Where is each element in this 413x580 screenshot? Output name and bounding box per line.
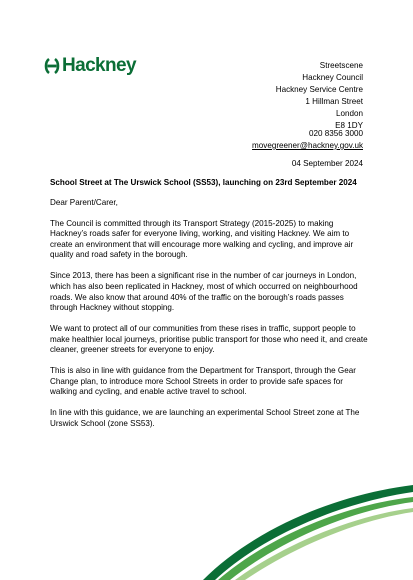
address-line: Hackney Council	[302, 73, 363, 82]
salutation: Dear Parent/Carer,	[50, 197, 118, 207]
letter-date: 04 September 2024	[291, 159, 363, 168]
address-line: Hackney Service Centre	[275, 85, 363, 94]
address-line: London	[335, 109, 363, 118]
paragraph: Since 2013, there has been a significant rise in the number of car journeys in London, which has also been replicated in Hackney, most of which occurred on neighbourhood roads. We also know that around 40% of the traffic on the borough’s roads passes through Hackney without stopping.	[50, 271, 358, 313]
letter-body	[50, 178, 370, 440]
phone-number: 020 8356 3000	[308, 129, 363, 138]
contact-details	[252, 128, 363, 152]
hackney-logo	[44, 56, 136, 76]
email-link[interactable]: movegreener@hackney.gov.uk	[252, 141, 363, 150]
paragraph: We want to protect all of our communities from these rises in traffic, support people to make healthier local journeys, prioritise public transport for those who need it, and create cleaner, greener streets for everyone to enjoy.	[50, 324, 368, 355]
sender-address	[276, 60, 363, 132]
address-line: E8 1DY	[335, 121, 363, 130]
hackney-h-emblem-icon	[44, 57, 60, 75]
address-line: 1 Hillman Street	[305, 97, 363, 106]
paragraph: In line with this guidance, we are launching an experimental School Street zone at The Urswick School (zone SS53).	[50, 408, 360, 429]
address-line: Streetscene	[319, 61, 363, 70]
letter-title: School Street at The Urswick School (SS53), launching on 23rd September 2024	[50, 178, 357, 187]
decorative-swoosh	[173, 475, 413, 580]
paragraph: This is also in line with guidance from the Department for Transport, through the Gear Change plan, to introduce more School Streets in order to provide safe spaces for walking and cycling, and enable active travel to school.	[50, 366, 356, 397]
paragraph: The Council is committed through its Transport Strategy (2015-2025) to making Hackney’s roads safer for everyone living, working, and visiting Hackney. We aim to create an environment that will encourage more walking and cycling, and improve air quality and road safety in the borough.	[50, 218, 354, 260]
logo-wordmark: Hackney	[62, 55, 136, 76]
